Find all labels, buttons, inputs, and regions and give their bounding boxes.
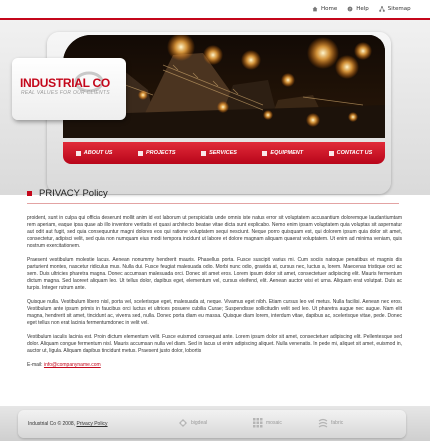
nav-bullet-icon <box>201 151 206 156</box>
nav-item-services[interactable] <box>201 150 237 156</box>
main-content <box>27 215 402 369</box>
partner-label: bigdeal <box>191 420 208 426</box>
nav-bullet-icon <box>138 151 143 156</box>
nav-item-contact-us[interactable] <box>329 150 373 156</box>
email-label: E-mail: <box>27 362 43 368</box>
partner-bigdeal[interactable] <box>178 418 207 428</box>
bigdeal-logo-icon <box>178 418 188 428</box>
nav-item-equipment[interactable] <box>262 150 303 156</box>
logo-title: INDUSTRIAL CO <box>20 76 110 90</box>
nav-item-label: EQUIPMENT <box>270 150 304 156</box>
nav-item-label: SERVICES <box>209 150 237 156</box>
home-icon <box>312 6 318 12</box>
fabric-logo-icon <box>318 418 328 428</box>
page-title-row <box>27 186 402 200</box>
email-line <box>27 362 402 369</box>
content-paragraph: Vestibulum iaculis lacinia est. Proin dictum elementum velit. Fusce euismod consequat ante. Lorem ipsum dolor sit amet, consectetuer adipiscing elit. Pellentesque sed dolor. Aliquam congue fermentum nisl. Mauris accumsan nulla vel diam. Sed in lacus ut enim adipiscing aliquet. Nulla venenatis. In pede mi, aliquet sit amet, euismod in, auctor ut, ligula. Aliquam dapibus tincidunt metus. Praesent justo dolor, lobortis <box>27 334 402 354</box>
logo-subtitle: REAL VALUES FOR OUR CLIENTS <box>21 90 110 96</box>
partner-label: mosaic <box>266 420 282 426</box>
content-paragraph: Quisque nulla. Vestibulum libero nisl, porta vel, scelerisque eget, malesuada at, neque. Vivamus eget nibh. Etiam cursus leo vel metus. Nulla facilisi. Aenean nec eros. Vestibulum ante ipsum primis in faucibus orci luctus et ultrices posuere cubilia Curae; Suspendisse sollicitudin velit sed leo. Ut pharetra augue nec augue. Nam elit magna, hendrerit sit amet, tincidunt ac, viverra sed, nulla. Donec porta diam eu massa. Quisque diam lorem, interdum vitae, dapibus ac, scelerisque vitae, pede. Donec eget tellus non erat lacinia fermentumdonec in velit vel. <box>27 299 402 326</box>
utility-bar <box>312 3 430 15</box>
help-icon <box>347 6 353 12</box>
page-title: PRIVACY Policy <box>39 187 108 199</box>
title-bullet-icon <box>27 191 32 196</box>
nav-item-label: PROJECTS <box>145 150 176 156</box>
help-label: Help <box>356 6 369 12</box>
svg-text:?: ? <box>349 7 352 12</box>
logo-card[interactable] <box>12 58 126 120</box>
partner-mosaic[interactable] <box>253 418 282 428</box>
title-divider <box>27 203 399 204</box>
partner-label: fabric <box>331 420 344 426</box>
nav-item-about-us[interactable] <box>76 150 113 156</box>
copyright-text: Industrial Co © 2008, <box>28 421 76 427</box>
sitemap-icon <box>379 6 385 12</box>
email-link[interactable]: info@companyname.com <box>43 362 101 368</box>
help-link[interactable] <box>347 6 369 12</box>
sitemap-label: Sitemap <box>387 6 411 12</box>
nav-bullet-icon <box>329 151 334 156</box>
home-label: Home <box>321 6 338 12</box>
sitemap-link[interactable] <box>379 6 411 12</box>
copyright <box>28 421 108 427</box>
nav-bullet-icon <box>262 151 267 156</box>
mosaic-logo-icon <box>253 418 263 428</box>
nav-item-label: ABOUT US <box>83 150 113 156</box>
content-paragraph: proident, sunt in culpa qui officia deserunt mollit anim id est laborum ut perspiciatis unde omnis iste natus error sit voluptatem accusantium doloremque laudantiumtam rem aperiam, eaque ipsa quae ab illo inventore veritatis et quasi architecto beatae vitae dicta sunt explicabo. Nemo enim ipsam voluptatem quia voluptas sit aspernatur aut odit aut fugit, sed quia consequuntur magni dolores eos qui ratione voluptatem sequi nesciunt. Neque porro quisquam est, qui dolorem ipsum quia dolor sit amet, consectetur, adipisci velit, sed quia non numquam eius modi tempora incidunt ut labore et dolore magnam aliquam quaerat voluptatem. Ut enim ad minima veniam, quis nostrum exercitationem. <box>27 215 402 249</box>
home-link[interactable] <box>312 6 337 12</box>
nav-item-label: CONTACT US <box>336 150 373 156</box>
main-nav <box>63 142 385 164</box>
nav-item-projects[interactable] <box>138 150 176 156</box>
footer-panel <box>18 410 406 438</box>
privacy-policy-link[interactable]: Privacy Policy <box>76 421 108 427</box>
partner-fabric[interactable] <box>318 418 343 428</box>
nav-bullet-icon <box>76 151 81 156</box>
footer <box>0 406 430 441</box>
content-paragraph: Praesent vestibulum molestie lacus. Aenean nonummy hendrerit mauris. Phasellus porta. Fusce suscipit varius mi. Cum sociis natoque penatibus et magnis dis parturient montes, nascetur ridiculus mus. Nulla dui. Fusce feugiat malesuada odio. Morbi nunc odio, gravida at, cursus nec, luctus a, lorem. Maecenas tristique orci ac sem. Duis ultricies pharetra magna. Donec accumsan malesuada orci. Donec sit amet eros. Lorem ipsum dolor sit amet, consectetuer adipiscing elit. Mauris fermentum dictum magna. Sed laoreet aliquam leo. Ut tellus dolor, dapibus eget, elementum vel, cursus eleifend, elit. Aenean auctor wisi et urna. Aliquam erat volutpat. Duis ac turpis. Integer rutrum ante. <box>27 257 402 291</box>
